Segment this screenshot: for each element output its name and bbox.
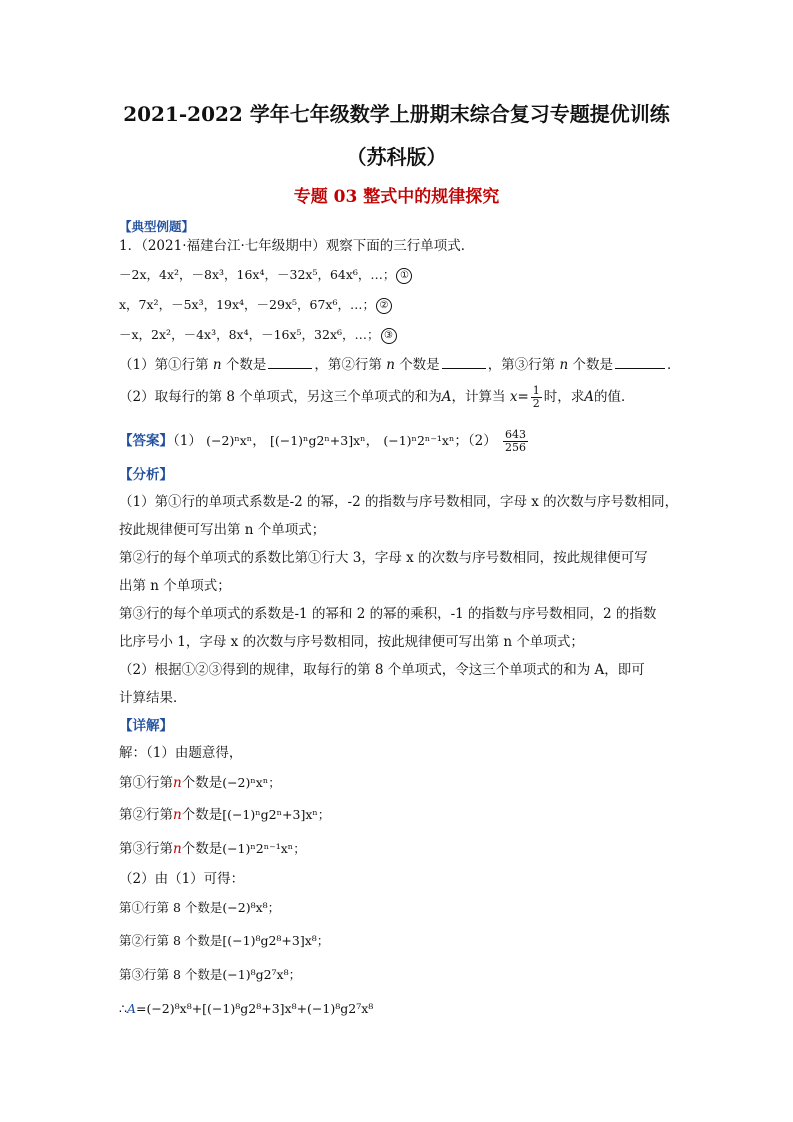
- detail-row-1: [119, 774, 281, 792]
- q2-equals: =: [517, 389, 529, 405]
- q2-text-b: ，计算当: [451, 389, 506, 405]
- detail-row-3: [119, 840, 306, 858]
- answer-fraction-den: 256: [505, 441, 527, 454]
- answer-expr-3: (−1)ⁿ2ⁿ⁻¹xⁿ: [383, 433, 455, 448]
- row-2-terms: x，7x²，－5x³，19x⁴，－29x⁵，67x⁶，…；: [119, 297, 375, 312]
- analysis-line-8: 计算结果．: [119, 690, 187, 706]
- detail-row-1-text-a: 第①行第: [119, 775, 173, 791]
- q1-text-b: 个数是: [225, 357, 267, 373]
- detail-step-4: [119, 1000, 373, 1018]
- answer-fraction: [503, 429, 528, 454]
- detail-step-1: 第①行第 8 个数是(−2)⁸x⁸；: [119, 900, 281, 915]
- q2-text-c: 时，求: [543, 389, 585, 405]
- q2-text-a: （2）取每行的第 8 个单项式，另这三个单项式的和为: [119, 389, 442, 405]
- detail-row-2-expr: [(−1)ⁿg2ⁿ+3]xⁿ；: [222, 807, 331, 822]
- detail-row-3-text-b: 个数是: [181, 841, 223, 857]
- q2-text-d: 的值．: [594, 389, 635, 405]
- answer-fraction-num: 643: [505, 428, 527, 441]
- q2-var-A: A: [441, 389, 452, 405]
- q2-var-A-2: A: [584, 389, 594, 405]
- detail-row-2-var-n: n: [173, 807, 182, 823]
- answer-blank-3[interactable]: [615, 356, 665, 369]
- answer-label: 【答案】: [119, 433, 173, 449]
- answer-line: [119, 428, 530, 454]
- problem-intro: 1．（2021·福建台江·七年级期中）观察下面的三行单项式．: [119, 238, 475, 254]
- therefore-symbol: ∴: [119, 1001, 127, 1016]
- analysis-line-7: （2）根据①②③得到的规律，取每行的第 8 个单项式，令这三个单项式的和为 A，即可: [119, 662, 645, 678]
- sequence-row-3: [119, 326, 398, 344]
- question-2: [119, 384, 635, 410]
- answer-blank-2[interactable]: [442, 356, 486, 369]
- detail-row-2-text-a: 第②行第: [119, 807, 173, 823]
- document-edition: （苏科版）: [346, 145, 447, 169]
- q1-text-d: 个数是: [399, 357, 440, 373]
- answer-sep-1: ，: [252, 433, 266, 449]
- q2-var-x: x: [509, 389, 518, 405]
- analysis-line-4: 出第 n 个单项式；: [119, 578, 231, 594]
- detail-row-1-var-n: n: [173, 775, 182, 791]
- fraction-denominator: 2: [532, 397, 540, 410]
- detail-final-expr: =(−2)⁸x⁸+[(−1)⁸g2⁸+3]x⁸+(−1)⁸g2⁷x⁸: [135, 1001, 374, 1016]
- document-title: 2021-2022 学年七年级数学上册期末综合复习专题提优训练: [123, 102, 670, 126]
- answer-expr-1: (−2)ⁿxⁿ: [206, 433, 253, 448]
- row-1-terms: －2x，4x²，－8x³，16x⁴，－32x⁵，64x⁶，…；: [119, 267, 396, 282]
- q1-text-c: ，第②行第: [314, 357, 382, 373]
- analysis-line-3: 第②行的每个单项式的系数比第①行大 3，字母 x 的次数与序号数相同，按此规律便可写: [119, 550, 648, 566]
- detail-step-3: 第③行第 8 个数是(−1)⁸g2⁷x⁸；: [119, 967, 302, 982]
- detail-part-2: （2）由（1）可得：: [119, 871, 245, 887]
- detail-row-3-text-a: 第③行第: [119, 841, 173, 857]
- section-example-label: 【典型例题】: [119, 219, 195, 234]
- answer-part-2: ；（2）: [454, 433, 497, 449]
- answer-blank-1[interactable]: [268, 356, 312, 369]
- answer-sep-2: ，: [365, 433, 380, 449]
- topic-heading: 专题 03 整式中的规律探究: [293, 187, 500, 207]
- row-3-marker: ③: [381, 328, 397, 344]
- q1-var-n-1: n: [212, 357, 222, 373]
- detail-row-1-expr: (−2)ⁿxⁿ；: [222, 775, 281, 790]
- detail-row-3-var-n: n: [173, 841, 182, 857]
- q1-text-end: ．: [666, 357, 681, 373]
- q1-text-e: ，第③行第: [487, 357, 556, 373]
- analysis-label: 【分析】: [119, 467, 173, 483]
- analysis-line-2: 按此规律便可写出第 n 个单项式；: [119, 522, 326, 538]
- detail-row-2: [119, 806, 330, 824]
- analysis-line-5: 第③行的每个单项式的系数是-1 的幂和 2 的幂的乘积，-1 的指数与序号数相同，2 的指数: [119, 606, 657, 622]
- detail-row-2-text-b: 个数是: [181, 807, 223, 823]
- answer-part-1: （1）: [173, 433, 202, 449]
- detail-line-1: 解：（1）由题意得，: [119, 745, 243, 761]
- one-half-fraction: [531, 385, 542, 410]
- q1-var-n-2: n: [386, 357, 395, 373]
- row-2-marker: ②: [376, 298, 392, 314]
- fraction-numerator: 1: [532, 384, 540, 397]
- detail-var-A: A: [126, 1001, 136, 1016]
- sequence-row-2: [119, 296, 393, 314]
- sequence-row-1: [119, 266, 413, 284]
- detail-row-1-text-b: 个数是: [181, 775, 223, 791]
- answer-expr-2: [(−1)ⁿg2ⁿ+3]xⁿ: [269, 433, 366, 448]
- q1-text-f: 个数是: [572, 357, 613, 373]
- analysis-line-1: （1）第①行的单项式系数是-2 的幂，-2 的指数与序号数相同，字母 x 的次数与序号数相同，: [119, 494, 679, 510]
- q1-var-n-3: n: [559, 357, 569, 373]
- row-3-terms: －x，2x²，－4x³，8x⁴，－16x⁵，32x⁶，…；: [119, 327, 380, 342]
- detail-step-2: 第②行第 8 个数是[(−1)⁸g2⁸+3]x⁸；: [119, 933, 330, 948]
- question-1: [119, 356, 680, 374]
- row-1-marker: ①: [396, 268, 412, 284]
- detail-row-3-expr: (−1)ⁿ2ⁿ⁻¹xⁿ；: [222, 841, 306, 856]
- detail-label: 【详解】: [119, 718, 173, 734]
- q1-text-a: （1）第①行第: [119, 357, 209, 373]
- analysis-line-6: 比序号小 1，字母 x 的次数与序号数相同，按此规律便可写出第 n 个单项式；: [119, 634, 584, 650]
